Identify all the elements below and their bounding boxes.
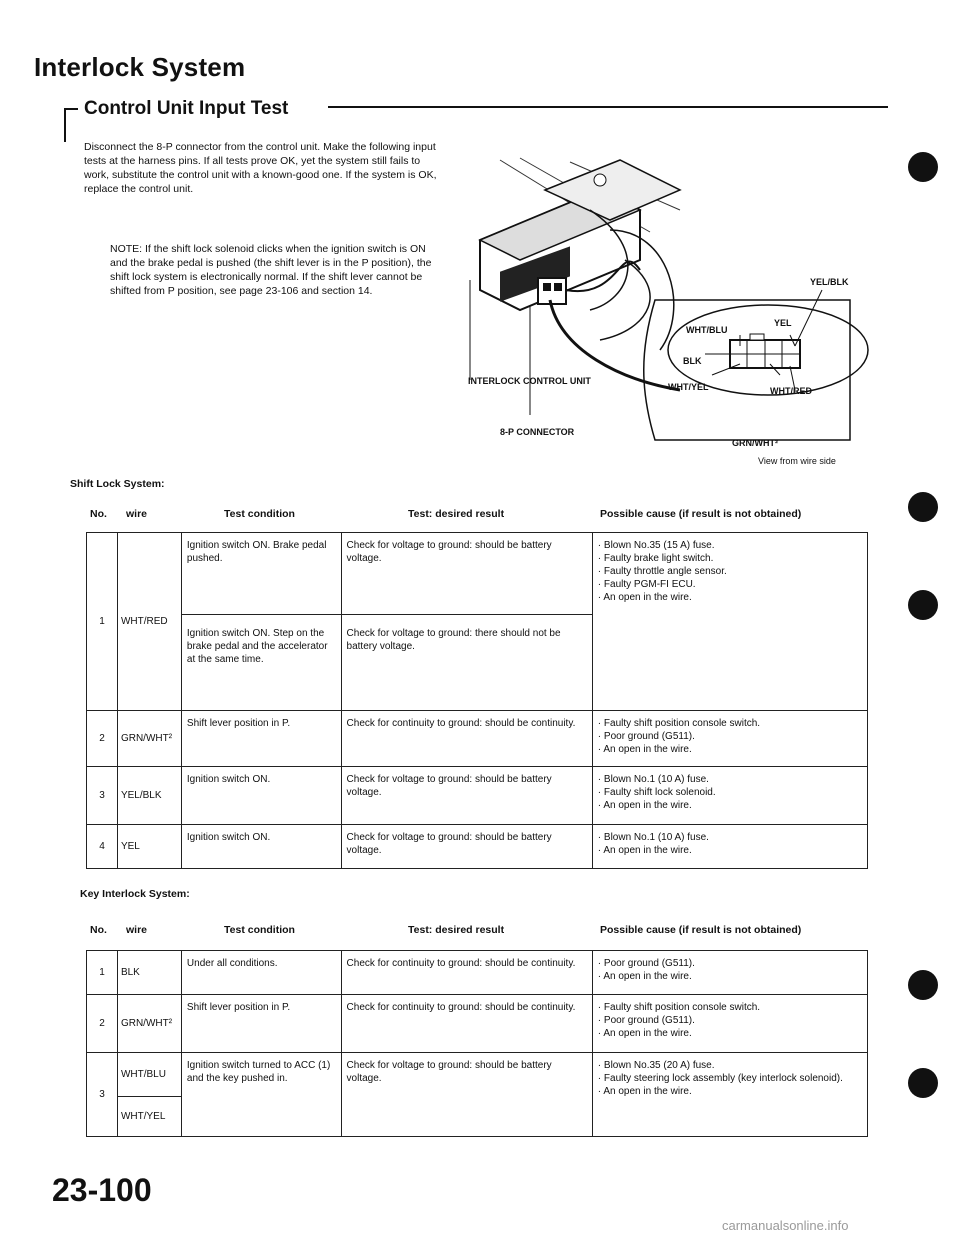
key-interlock-table	[86, 950, 868, 1137]
row-wire: BLK	[117, 951, 181, 995]
pin-label-wht-red: WHT/RED	[770, 386, 812, 396]
row-condition: Ignition switch ON.	[181, 825, 341, 869]
row-wire: WHT/RED	[117, 533, 181, 711]
col-header-condition: Test condition	[224, 508, 295, 520]
row-causes: · Blown No.35 (20 A) fuse. · Faulty steering lock assembly (key interlock solenoid). · An open in the wire.	[592, 1053, 867, 1137]
col-header-result: Test: desired result	[408, 508, 505, 520]
row-number: 4	[87, 825, 118, 869]
section-title: Control Unit Input Test	[84, 98, 289, 119]
row-result: Check for voltage to ground: should be battery voltage.	[341, 825, 592, 869]
row-condition: Shift lever position in P.	[181, 711, 341, 767]
binder-hole-marker	[908, 152, 938, 182]
row-causes: · Poor ground (G511). · An open in the wire.	[592, 951, 867, 995]
row-causes: · Faulty shift position console switch. · Poor ground (G511). · An open in the wire.	[592, 995, 867, 1053]
watermark: carmanualsonline.info	[722, 1218, 849, 1233]
row-number: 2	[87, 995, 118, 1053]
row-number: 2	[87, 711, 118, 767]
page-title: Interlock System	[34, 52, 246, 82]
row-wire: WHT/YEL	[117, 1097, 181, 1137]
binder-hole-marker	[908, 590, 938, 620]
shift-lock-label: Shift Lock System:	[70, 478, 165, 490]
row-wire: WHT/BLU	[117, 1053, 181, 1097]
table-row	[87, 533, 868, 615]
table-row	[87, 995, 868, 1053]
row-result: Check for voltage to ground: should be battery voltage.	[341, 533, 592, 615]
col-header-condition: Test condition	[224, 924, 295, 936]
control-unit-label: INTERLOCK CONTROL UNIT	[468, 376, 591, 386]
col-header-result: Test: desired result	[408, 924, 505, 936]
section-rule-left-vertical	[64, 108, 66, 142]
table-row	[87, 951, 868, 995]
pin-label-grn-wht: GRN/WHT²	[732, 438, 778, 448]
row-number: 1	[87, 533, 118, 711]
pin-label-yel: YEL	[774, 318, 792, 328]
connector-label: 8-P CONNECTOR	[500, 427, 575, 437]
row-number: 3	[87, 767, 118, 825]
row-wire: YEL	[117, 825, 181, 869]
row-result: Check for voltage to ground: should be battery voltage.	[341, 1053, 592, 1137]
row-wire: YEL/BLK	[117, 767, 181, 825]
col-header-wire: wire	[126, 924, 148, 936]
row-result: Check for continuity to ground: should be continuity.	[341, 995, 592, 1053]
pin-label-wht-yel: WHT/YEL	[668, 382, 709, 392]
row-result: Check for voltage to ground: should be battery voltage.	[341, 767, 592, 825]
table-row	[87, 1053, 868, 1097]
pin-label-yel-blk: YEL/BLK	[810, 277, 849, 287]
row-wire: GRN/WHT²	[117, 995, 181, 1053]
section-rule-left	[64, 108, 78, 110]
col-header-no: No.	[90, 508, 107, 520]
binder-hole-marker	[908, 1068, 938, 1098]
row-causes: · Blown No.1 (10 A) fuse. · Faulty shift lock solenoid. · An open in the wire.	[592, 767, 867, 825]
connector-diagram	[450, 150, 880, 460]
shift-lock-table	[86, 532, 868, 869]
page-number: 23-100	[52, 1172, 152, 1208]
col-header-cause: Possible cause (if result is not obtained)	[600, 508, 802, 520]
row-condition: Shift lever position in P.	[181, 995, 341, 1053]
row-result: Check for continuity to ground: should be continuity.	[341, 951, 592, 995]
row-condition: Ignition switch ON. Step on the brake pedal and the accelerator at the same time.	[181, 615, 341, 711]
note-paragraph: NOTE: If the shift lock solenoid clicks when the ignition switch is ON and the brake pedal is pushed (the shift lever is in the P position), the shift lock system is electronically normal. If the shift lever cannot be shifted from P position, see page 23-106 and section 14.	[110, 243, 432, 297]
table-row	[87, 767, 868, 825]
col-header-wire: wire	[126, 508, 148, 520]
binder-hole-marker	[908, 492, 938, 522]
row-causes: · Blown No.35 (15 A) fuse. · Faulty brake light switch. · Faulty throttle angle sensor. · Faulty PGM-FI ECU. · An open in the wire.	[592, 533, 867, 711]
table-row	[87, 711, 868, 767]
pin-label-wht-blu: WHT/BLU	[686, 325, 728, 335]
col-header-cause: Possible cause (if result is not obtained)	[600, 924, 802, 936]
row-result: Check for continuity to ground: should be continuity.	[341, 711, 592, 767]
row-condition: Ignition switch turned to ACC (1) and the key pushed in.	[181, 1053, 341, 1137]
col-header-no: No.	[90, 924, 107, 936]
row-causes: · Blown No.1 (10 A) fuse. · An open in the wire.	[592, 825, 867, 869]
pin-label-blk: BLK	[683, 356, 702, 366]
row-causes: · Faulty shift position console switch. · Poor ground (G511). · An open in the wire.	[592, 711, 867, 767]
section-rule-right	[328, 106, 888, 108]
view-note: View from wire side	[758, 456, 836, 466]
row-condition: Under all conditions.	[181, 951, 341, 995]
table-row	[87, 825, 868, 869]
intro-paragraph: Disconnect the 8-P connector from the control unit. Make the following input tests at the harness pins. If all tests prove OK, yet the system still fails to work, substitute the control unit with a known-good one. If the system is OK, replace the control unit.	[84, 141, 437, 195]
row-result: Check for voltage to ground: there should not be battery voltage.	[341, 615, 592, 711]
row-wire: GRN/WHT²	[117, 711, 181, 767]
key-interlock-label: Key Interlock System:	[80, 888, 190, 900]
row-condition: Ignition switch ON. Brake pedal pushed.	[181, 533, 341, 615]
row-condition: Ignition switch ON.	[181, 767, 341, 825]
binder-hole-marker	[908, 970, 938, 1000]
row-number: 1	[87, 951, 118, 995]
row-number: 3	[87, 1053, 118, 1137]
